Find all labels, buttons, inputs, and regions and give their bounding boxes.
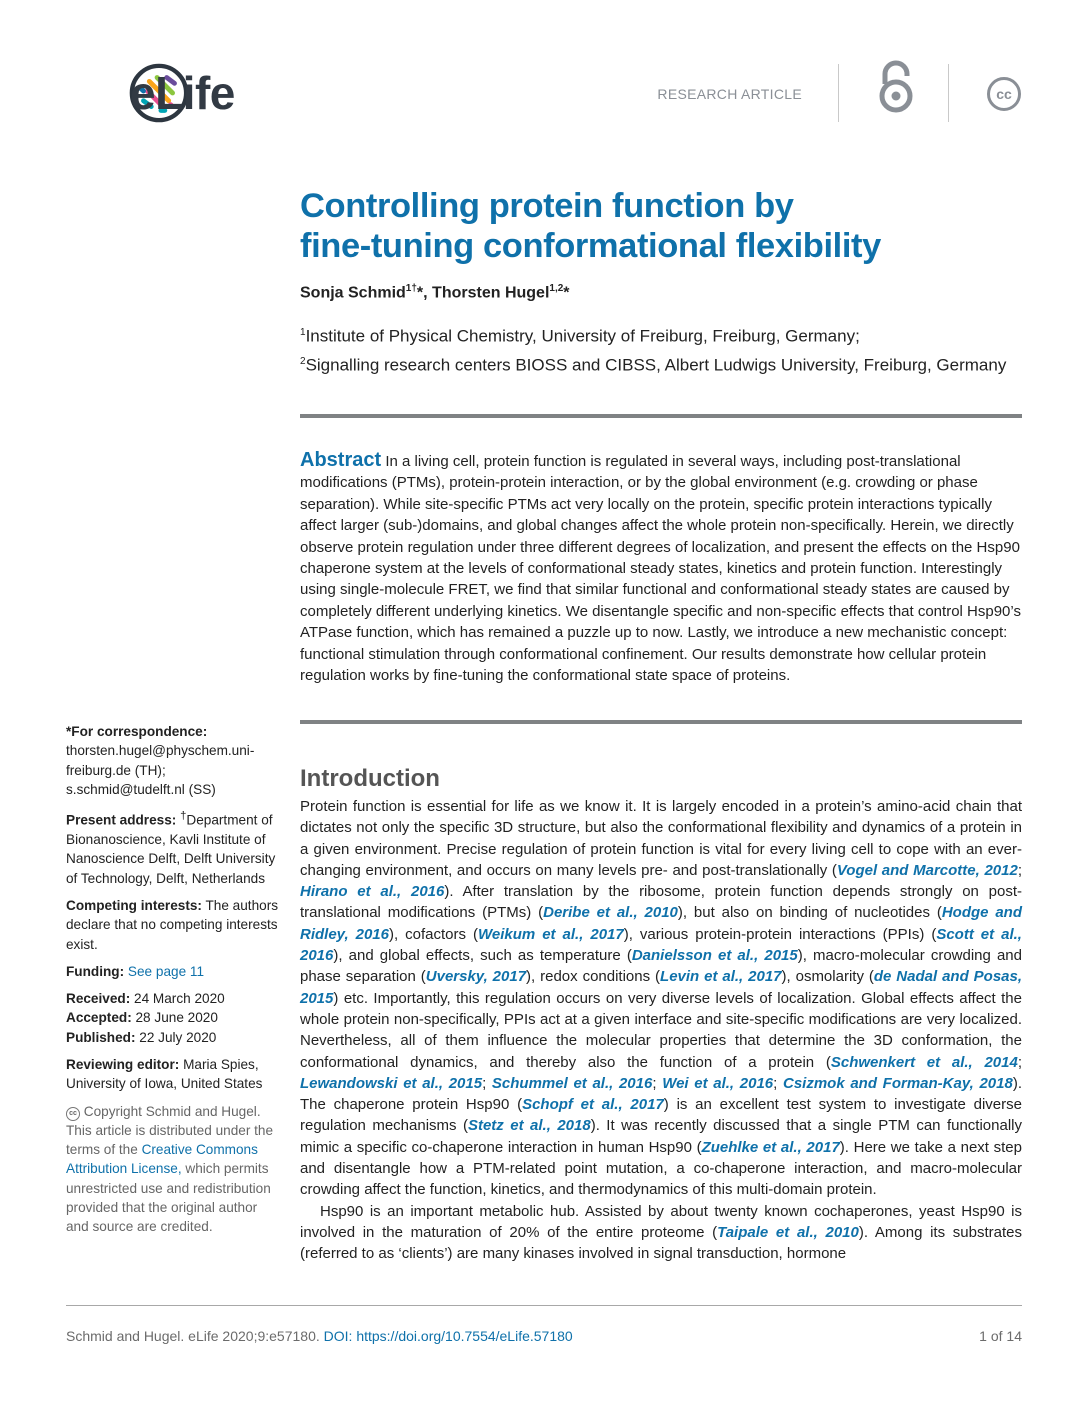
- citation-link[interactable]: Uversky, 2017: [425, 968, 527, 986]
- accepted-value: 28 June 2020: [135, 1010, 218, 1026]
- corresponding-mark: *: [563, 284, 570, 302]
- author-affiliation-marks: 1,2: [549, 283, 564, 294]
- dates-block: [66, 989, 280, 1047]
- received-date: [66, 989, 280, 1008]
- body-text: ). The chaperone protein Hsp90 (: [300, 1074, 1023, 1114]
- competing-interests-text: The authors declare that no competing interests exist.: [66, 897, 279, 952]
- citation-link[interactable]: Csizmok and Forman-Kay, 2018: [782, 1074, 1013, 1092]
- reviewing-editor-block: [66, 1055, 280, 1094]
- reviewing-editor-label: Reviewing editor:: [66, 1056, 180, 1072]
- footer-citation: [66, 1328, 573, 1344]
- affiliation-1: [300, 320, 1022, 349]
- body-text: ). It was recently discussed that a single PTM can functionally mimic a specific co-chaperone interaction in human Hsp90 (: [300, 1117, 1022, 1156]
- body-text: ;: [773, 1074, 783, 1092]
- published-value: 22 July 2020: [139, 1029, 217, 1045]
- body-text: ;: [1017, 861, 1022, 879]
- footer-rule: [66, 1305, 1022, 1306]
- affiliation-number: 2: [300, 355, 306, 367]
- present-address-block: [66, 807, 280, 888]
- cc-small-icon: cc: [66, 1107, 80, 1121]
- body-text: ), macro-molecular crowding and phase separation (: [300, 947, 1022, 986]
- paragraph: [300, 1201, 1022, 1265]
- citation-link[interactable]: Hodge and Ridley, 2016: [300, 904, 1023, 943]
- received-value: 24 March 2020: [134, 991, 225, 1007]
- affiliation-text: Institute of Physical Chemistry, University of Freiburg, Freiburg, Germany;: [305, 326, 860, 346]
- header-divider: [838, 64, 839, 122]
- funding-link[interactable]: See page 11: [127, 963, 205, 979]
- open-access-icon[interactable]: [877, 60, 915, 114]
- body-text: ), osmolarity (: [781, 968, 874, 986]
- svg-text:cc: cc: [996, 86, 1012, 102]
- affiliation-number: 1: [300, 327, 306, 338]
- citation-link[interactable]: Zuehlke et al., 2017: [701, 1138, 840, 1156]
- citation-link[interactable]: Schopf et al., 2017: [522, 1096, 664, 1114]
- article-title: [300, 186, 1020, 266]
- body-text: ). Here we take a next step and disentangle how a PTM-related point mutation, a co-chaperone interaction, and macro-molecular crowding affect the function, kinetics, and thermodynamics of this multi-domain protein.: [300, 1138, 1022, 1199]
- body-text: ), redox conditions (: [526, 968, 661, 986]
- body-text: ;: [482, 1074, 492, 1092]
- creative-commons-icon[interactable]: [986, 76, 1022, 112]
- present-address-mark: †: [180, 810, 187, 823]
- author-list: [300, 283, 570, 302]
- citation-link[interactable]: Scott et al., 2016: [300, 925, 1022, 965]
- footer-citation-text: Schmid and Hugel. eLife 2020;9:e57180.: [66, 1328, 320, 1344]
- funding-block: [66, 962, 280, 981]
- citation-link[interactable]: Levin et al., 2017: [660, 968, 782, 986]
- accepted-label: Accepted:: [66, 1010, 132, 1026]
- affiliation-text: Signalling research centers BIOSS and CIBSS, Albert Ludwigs University, Freiburg, Germany: [305, 355, 1007, 375]
- abstract-label: Abstract: [300, 449, 382, 471]
- reviewing-editor-text: Maria Spies, University of Iowa, United States: [66, 1056, 263, 1092]
- citation-link[interactable]: Danielsson et al., 2015: [631, 947, 798, 965]
- body-text: ) etc. Importantly, this regulation occurs on very diverse levels of localization. Global effects affect the whole protein non-specifically, PPIs act at a given interface and site-specific modifications are very localized. Nevertheless, all of them influence the molecular properties that determine the 3D conformation, the conformational dynamics, and thereby also the function of a protein (: [300, 989, 1022, 1071]
- license-link[interactable]: Creative Commons Attribution License,: [66, 1142, 258, 1177]
- funding-label: Funding:: [66, 963, 125, 979]
- body-text: ), but also on binding of nucleotides (: [677, 904, 942, 922]
- section-rule: [300, 414, 1022, 418]
- body-text: ). After translation by the ribosome, protein function depends strongly on post-translational modifications (PTMs) (: [300, 883, 1022, 922]
- citation-link[interactable]: Taipale et al., 2010: [717, 1223, 859, 1241]
- license-text: which permits unrestricted use and redistribution provided that the original author and source are credited.: [66, 1161, 271, 1235]
- competing-interests-block: [66, 896, 280, 954]
- citation-link[interactable]: de Nadal and Posas, 2015: [300, 968, 1023, 1007]
- title-line: fine-tuning conformational flexibility: [300, 227, 881, 265]
- citation-link[interactable]: Stetz et al., 2018: [467, 1117, 591, 1135]
- author-separator: *,: [416, 284, 433, 302]
- introduction-body: [300, 796, 1022, 1265]
- accepted-date: [66, 1008, 280, 1027]
- elife-logo-text[interactable]: eLife: [130, 67, 235, 119]
- abstract: [300, 450, 1022, 686]
- article-info-sidebar: [66, 722, 280, 1245]
- paragraph: [300, 796, 1022, 1201]
- body-text: ), cofactors (: [388, 925, 478, 943]
- correspondence-label: *For correspondence:: [66, 724, 208, 739]
- citation-link[interactable]: Wei et al., 2016: [662, 1074, 774, 1092]
- received-label: Received:: [66, 991, 131, 1007]
- present-address-label: Present address:: [66, 812, 177, 828]
- published-date: [66, 1028, 280, 1047]
- license-block: [66, 1102, 280, 1237]
- article-type-label: RESEARCH ARTICLE: [657, 86, 802, 102]
- license-text: Copyright Schmid and Hugel. This article is distributed under the terms of the: [66, 1103, 274, 1158]
- body-text: ;: [652, 1074, 663, 1092]
- competing-interests-label: Competing interests:: [66, 897, 202, 913]
- author-name[interactable]: Thorsten Hugel: [432, 284, 550, 302]
- body-text: ;: [1017, 1053, 1022, 1071]
- body-text: Protein function is essential for life as we know it. It is largely encoded in a protein’s amino-acid chain that dictates not only the specific 3D structure, but also the conformational flexibility and dynamics of a protein in a given environment. Precise regulation of protein function is vital for every living cell to cope with an ever-changing environment, and occurs on many levels pre- and post-translationally (: [300, 798, 1022, 879]
- body-text: ). Among its substrates (referred to as ‘clients’) are many kinases involved in signal transduction, hormone: [300, 1223, 1022, 1263]
- published-label: Published:: [66, 1029, 136, 1045]
- header-divider: [948, 64, 949, 122]
- citation-link[interactable]: Schummel et al., 2016: [491, 1074, 653, 1092]
- doi-label: DOI:: [323, 1328, 353, 1344]
- present-address-text: Department of Bionanoscience, Kavli Institute of Nanoscience Delft, Delft University of Technology, Delft, Netherlands: [66, 812, 276, 886]
- citation-link[interactable]: Schwenkert et al., 2014: [830, 1053, 1018, 1071]
- body-text: Hsp90 is an important metabolic hub. Assisted by about twenty known cochaperones, yeast Hsp90 is involved in the maturation of 20% of the entire proteome (: [300, 1202, 1022, 1241]
- body-text: ), various protein-protein interactions (PPIs) (: [623, 925, 937, 943]
- body-text: ) is an excellent test system to investigate diverse regulation mechanisms (: [300, 1096, 1022, 1135]
- citation-link[interactable]: Weikum et al., 2017: [477, 925, 624, 943]
- body-text: ), and global effects, such as temperature (: [333, 947, 632, 965]
- citation-link[interactable]: Lewandowski et al., 2015: [300, 1074, 483, 1092]
- author-name[interactable]: Sonja Schmid: [300, 284, 406, 302]
- page-number: 1 of 14: [979, 1328, 1022, 1344]
- citation-link[interactable]: Deribe et al., 2010: [543, 904, 678, 922]
- affiliation-2: [300, 349, 1022, 378]
- section-rule: [300, 720, 1022, 724]
- title-line: Controlling protein function by: [300, 187, 794, 225]
- abstract-text: In a living cell, protein function is regulated in several ways, including post-translational modifications (PTMs), protein-protein interaction, or by the global environment (e.g. crowding or phase separation). While site-specific PTMs act very locally on the protein, specific protein interactions typically affect larger (sub-)domains, and global changes affect the whole protein non-specifically. Herein, we directly observe protein regulation under three different degrees of localization, and present the effects on the Hsp90 chaperone system at the levels of conformational steady states, kinetics and protein function. Interestingly using single-molecule FRET, we find that similar functional and conformational steady states are caused by completely different underlying kinetics. We disentangle specific and non-specific effects that control Hsp90’s ATPase function, which has remained a puzzle up to now. Lastly, we introduce a new mechanistic concept: functional stimulation through conformational confinement. Our results demonstrate how cellular protein regulation works by fine-tuning the conformational state space of proteins.: [300, 453, 1021, 685]
- introduction-heading: Introduction: [300, 765, 440, 792]
- citation-link[interactable]: Hirano et al., 2016: [300, 883, 445, 901]
- correspondence-emails[interactable]: thorsten.hugel@physchem.uni-freiburg.de (TH); s.schmid@tudelft.nl (SS): [66, 743, 255, 797]
- doi-link[interactable]: https://doi.org/10.7554/eLife.57180: [356, 1328, 573, 1344]
- citation-link[interactable]: Vogel and Marcotte, 2012: [836, 861, 1018, 879]
- author-affiliation-marks: 1†: [405, 283, 417, 294]
- affiliations: [300, 320, 1022, 377]
- correspondence-block: [66, 722, 280, 799]
